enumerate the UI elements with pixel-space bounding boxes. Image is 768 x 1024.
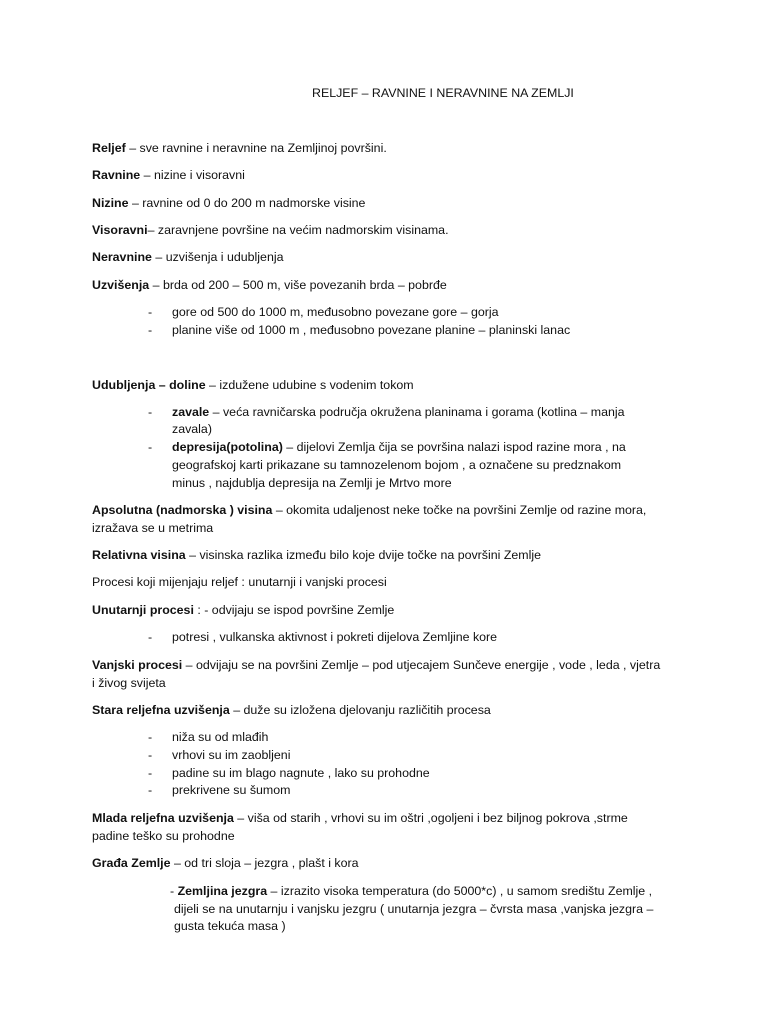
definition: – nizine i visoravni xyxy=(140,168,245,182)
entry-vanjski xyxy=(92,658,660,673)
entry-unutarnji xyxy=(92,603,394,618)
bullet-dash: - xyxy=(148,748,153,762)
term: Neravnine xyxy=(92,250,152,264)
list-item: padine su im blago nagnute , lako su prohodne xyxy=(172,766,430,780)
entry-visoravni xyxy=(92,223,449,238)
entry-mlada xyxy=(92,811,628,826)
definition: – odvijaju se na površini Zemlje – pod utjecajem Sunčeve energije , vode , leda , vjetra xyxy=(182,658,661,672)
entry-udubljenja xyxy=(92,378,414,393)
bullet-dash: - xyxy=(148,305,153,319)
term: Mlada reljefna uzvišenja xyxy=(92,811,234,825)
entry-continuation: i živog svijeta xyxy=(92,676,166,690)
list-item: potresi , vulkanska aktivnost i pokreti dijelova Zemljine kore xyxy=(172,630,498,644)
term: Reljef xyxy=(92,141,126,155)
bullet-dash: - xyxy=(148,323,153,337)
entry-jezgra xyxy=(170,884,652,899)
entry-stara xyxy=(92,703,491,718)
definition: – viša od starih , vrhovi su im oštri ,ogoljeni i bez biljnog pokrova ,strme xyxy=(233,811,628,825)
list-item: gore od 500 do 1000 m, međusobno povezane gore – gorja xyxy=(172,305,499,319)
term: Udubljenja – doline xyxy=(92,378,206,392)
entry-continuation: padine teško su prohodne xyxy=(92,829,235,843)
term: Apsolutna (nadmorska ) visina xyxy=(92,503,273,517)
bullet-dash: - xyxy=(148,766,153,780)
definition: – ravnine od 0 do 200 m nadmorske visine xyxy=(128,196,366,210)
entry-procesi: Procesi koji mijenjaju reljef : unutarnji i vanjski procesi xyxy=(92,575,387,589)
entry-nizine xyxy=(92,196,365,211)
term: Nizine xyxy=(92,196,129,210)
bullet-dash: - xyxy=(148,730,153,744)
definition: – visinska razlika između bilo koje dvije točke na površini Zemlje xyxy=(185,548,542,562)
definition: : - odvijaju se ispod površine Zemlje xyxy=(193,603,395,617)
bullet-dash: - xyxy=(148,405,153,419)
list-item-continuation: zavala) xyxy=(172,422,212,436)
term: Visoravni xyxy=(92,223,148,237)
term: Ravnine xyxy=(92,168,141,182)
list-item-depresija xyxy=(172,440,626,455)
term: Uzvišenja xyxy=(92,278,150,292)
definition: – izrazito visoka temperatura (do 5000*c) , u samom središtu Zemlje , xyxy=(267,884,653,898)
term: Zemljina jezgra xyxy=(177,884,268,898)
definition: – uzvišenja i udubljenja xyxy=(151,250,284,264)
definition: – brda od 200 – 500 m, više povezanih brda – pobrđe xyxy=(149,278,447,292)
definition: – dijelovi Zemlja čija se površina nalazi ispod razine mora , na xyxy=(282,440,626,454)
definition: – okomita udaljenost neke točke na površini Zemlje od razine mora, xyxy=(272,503,647,517)
list-item-continuation: minus , najdublja depresija na Zemlji je Mrtvo more xyxy=(172,476,452,490)
bullet-dash: - xyxy=(148,783,153,797)
bullet-dash: - xyxy=(148,440,153,454)
list-item-zavale xyxy=(172,405,625,420)
definition: – od tri sloja – jezgra , plašt i kora xyxy=(170,856,359,870)
definition: – sve ravnine i neravnine na Zemljinoj površini. xyxy=(125,141,387,155)
bullet-dash: - xyxy=(148,630,153,644)
document-title: RELJEF – RAVNINE I NERAVNINE NA ZEMLJI xyxy=(312,86,574,100)
definition: – zaravnjene površine na većim nadmorskim visinama. xyxy=(147,223,449,237)
list-item: vrhovi su im zaobljeni xyxy=(172,748,291,762)
entry-neravnine xyxy=(92,250,284,265)
entry-apsolutna xyxy=(92,503,646,518)
term: Građa Zemlje xyxy=(92,856,171,870)
definition: – izdužene udubine s vodenim tokom xyxy=(205,378,414,392)
list-item: prekrivene su šumom xyxy=(172,783,291,797)
term: zavale xyxy=(172,405,210,419)
entry-reljef xyxy=(92,141,387,156)
term: depresija(potolina) xyxy=(172,440,283,454)
term: Vanjski procesi xyxy=(92,658,183,672)
entry-relativna xyxy=(92,548,541,563)
prefix-dash: - xyxy=(170,884,178,898)
definition: – duže su izložena djelovanju različitih procesa xyxy=(229,703,491,717)
term: Relativna visina xyxy=(92,548,186,562)
entry-ravnine xyxy=(92,168,245,183)
entry-gradja xyxy=(92,856,359,871)
list-item-continuation: geografskoj karti prikazane su tamnozelenom bojom , a označene su predznakom xyxy=(172,458,622,472)
term: Stara reljefna uzvišenja xyxy=(92,703,230,717)
entry-continuation: izražava se u metrima xyxy=(92,521,214,535)
entry-continuation: dijeli se na unutarnju i vanjsku jezgru ( unutarnja jezgra – čvrsta masa ,vanjska jezgra – xyxy=(174,902,654,916)
definition: – veća ravničarska područja okružena planinama i gorama (kotlina – manja xyxy=(209,405,625,419)
entry-uzvisenja xyxy=(92,278,447,293)
list-item: planine više od 1000 m , međusobno povezane planine – planinski lanac xyxy=(172,323,571,337)
list-item: niža su od mlađih xyxy=(172,730,269,744)
entry-continuation: gusta tekuća masa ) xyxy=(174,919,286,933)
term: Unutarnji procesi xyxy=(92,603,194,617)
